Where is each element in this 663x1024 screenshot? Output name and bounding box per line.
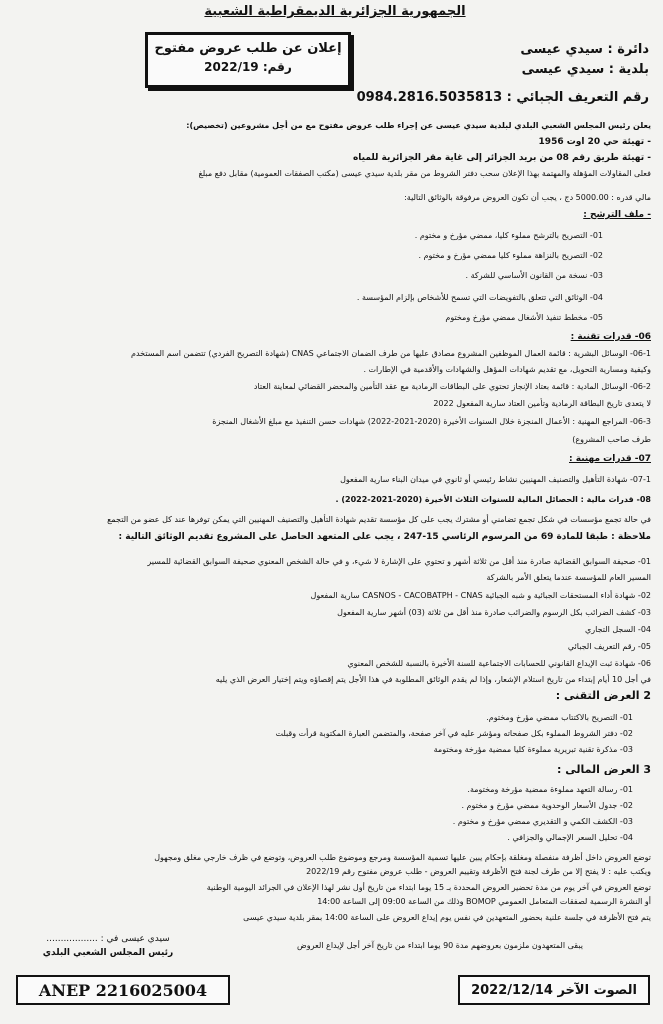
project-2: - تهيئة طريق رقم 08 من بريد الجزائر إلى غاية مقر الجزائرية للمياه [352,153,651,163]
professional-line: في حالة تجمع مؤسسات في شكل تجمع تضامني أو مشترك يجب على كل مؤسسة تقديم شهادة التأهيل والتصنيف المهنيين التي يمكن توفرها عند كل عضو من التجمع [107,515,651,524]
administration-block [399,40,649,80]
deposit-line: توضع العروض داخل أظرفة منفصلة ومغلقة بإحكام يبين عليها تسمية المؤسسة ومرجع وموضوع طلب العروض، وتوضع في ظرف خارجي مغلق ومجهول [154,853,651,862]
note-line: في أجل 10 أيام إبتداء من تاريخ استلام الإشعار، وإذا لم يقدم الوثائق المطلوبة في هذا الأجل يتم إقصاؤه ويتم إختيار العرض الذي يليه [215,675,651,684]
professional-line: 07-1- شهادة التأهيل والتصنيف المهنيين نشاط رئيسي أو ثانوي في ميدان البناء سارية المفعول [340,475,651,484]
note-line: 05- رقم التعريف الجبائي [567,642,651,651]
signature-role: رئيس المجلس الشعبي البلدي [42,948,174,958]
intro-line: مالي قدره : 5000.00 دج ، يجب أن تكون العروض مرفوقة بالوثائق التالية: [404,193,651,202]
deposit-line: توضع العروض في آخر يوم من مدة تحضير العروض المحددة بـ 15 يوما ابتداء من تاريخ أول نشر لهذا الإعلان في الجرائد اليومية الوطنية [206,883,651,892]
note-line: 01- صحيفة السوابق القضائية صادرة منذ أقل من ثلاثة أشهر و تحتوي على الإشارة لا شيء، و في حالة الشخص المعنوي صحيفة السوابق القضائية للمسير [147,557,651,566]
financial-offer-heading: 3 العرض المالي : [557,764,651,775]
notice-number: رقم: 2022/19 [204,60,292,74]
anep-reference: ANEP 2216025004 [16,975,230,1005]
signature-block [18,932,198,960]
candidature-item: 04- الوثائق التي تتعلق بالتفويضات التي تسمح للأشخاص بإلزام المؤسسة . [356,293,603,302]
capacities-line: 06-2- الوسائل المادية : قائمة بعتاد الإنجاز تحتوي على البطاقات الرمادية مع عقد التأمين والمحضر القضائي لمعاينة العتاد [253,382,651,391]
candidature-item: 02- التصريح بالنزاهة مملوء كليا ممضي مؤرخ و مختوم . [418,251,603,260]
candidature-heading: - ملف الترشح : [583,210,651,220]
note-line: 03- كشف الضرائب بكل الرسوم والضرائب صادرة منذ أقل من ثلاثة (03) أشهر سارية المفعول [337,608,651,617]
baladia-label: بلدية : سيدي عيسى [521,62,649,77]
financial-offer-item: 04- تحليل السعر الإجمالي والجزافي . [507,833,633,842]
note-line: 06- شهادة ثبت الإيداع القانوني للحسابات الاجتماعية للسنة الأخيرة بالنسبة للشخص المعنوي [347,659,651,668]
technical-offer-item: 01- التصريح بالاكتتاب ممضي مؤرخ ومختوم. [486,713,633,722]
technical-offer-item: 03- مذكرة تقنية تبريرية مملوءة كليا ممضية مؤرخة ومختومة [433,745,633,754]
deposit-line: يتم فتح الأظرفة في جلسة علنية بحضور المتعهدين في نفس يوم إيداع العروض على الساعة 14:00 بمقر بلدية سيدي عيسى [243,913,651,922]
note-line: المسير العام للمؤسسة عندما يتعلق الأمر بالشركة [486,573,651,582]
candidature-item: 03- نسخة من القانون الأساسي للشركة . [465,271,603,280]
candidature-item: 01- التصريح بالترشح مملوء كليا، ممضي مؤرخ و مختوم . [414,231,603,240]
technical-offer-heading: 2 العرض التقني : [555,690,651,701]
capacities-line: وكيفية ومسارية التحويل، مع تقديم شهادات المؤهل والشهادات والأقدمية في الإطارات . [363,365,651,374]
intro-line: يعلن رئيس المجلس الشعبي البلدي لبلدية سيدي عيسى عن إجراء طلب عروض مفتوح مع من أجل مشروعين (تخصيص): [186,121,651,130]
notice-title: إعلان عن طلب عروض مفتوح [154,41,342,56]
signature-place: سيدي عيسى في : .................. [46,934,170,944]
note-heading: ملاحظة : طبقا للمادة 69 من المرسوم الرئاسي 15-247 ، يجب على المتعهد الحاصل على المشروع تقديم الوثائق التالية : [118,532,651,542]
notice-title-box [145,32,351,88]
capacities-line: لا يتعدى تاريخ البطاقة الرمادية وتأمين العتاد سارية المفعول 2022 [433,399,651,408]
candidature-item: 05- مخطط تنفيذ الأشغال ممضي مؤرخ ومختوم [445,313,603,322]
financial-offer-item: 02- جدول الأسعار الوحدوية ممضي مؤرخ و مختوم . [461,801,633,810]
note-line: 02- شهادة أداء المستحقات الجبائية و شبه الجبائية CASNOS - CACOBATPH - CNAS سارية المفعول [310,591,651,600]
republic-header: الجمهورية الجزائرية الديمقراطية الشعبية [204,4,466,19]
capacities-heading: 06- قدرات تقنية : [570,332,651,342]
tax-id: رقم التعريف الجبائي : 0984.2816.5035813 [356,90,649,105]
daira-label: دائرة : سيدي عيسى [520,42,649,57]
technical-offer-item: 02- دفتر الشروط المملوء بكل صفحاته ومؤشر عليه في آخر صفحة، والمتضمن العبارة المكتوبة قرأت وقبلت [275,729,633,738]
capacities-line: 06-1- الوسائل البشرية : قائمة العمال الموظفين المشروع مصادق عليها من طرف الضمان الاجتماعي CNAS (شهادة التصريح الفردي) تتضمن اسم المستخدم [131,349,651,358]
publication-date: الصوت الآخر 2022/12/14 [458,975,650,1005]
financial-offer-item: 03- الكشف الكمي و التقديري ممضي مؤرخ و مختوم . [452,817,633,826]
financial-offer-item: 01- رسالة التعهد مملوءة ممضية مؤرخة ومختومة. [467,785,633,794]
professional-line: 08- قدرات مالية : الحصائل المالية للسنوات الثلاث الأخيرة (2020-2021-2022) . [335,495,651,504]
capacities-line: طرف صاحب المشروع) [572,435,651,444]
professional-heading: 07- قدرات مهنية : [569,454,651,464]
deposit-line: ويكتب عليه : لا يفتح إلا من طرف لجنة فتح الأظرفة وتقييم العروض - طلب عروض مفتوح رقم 2022/19 [306,867,651,876]
note-line: 04- السجل التجاري [585,625,651,634]
deposit-line: أو النشرة الرسمية لصفقات المتعامل العمومي BOMOP وذلك من الساعة 09:00 إلى الساعة 14:00 [317,897,651,906]
capacities-line: 06-3- المراجع المهنية : الأعمال المنجزة خلال السنوات الأخيرة (2020-2021-2022) شهادات حسن التنفيذ مع مبلغ الأشغال المنجزة [212,417,651,426]
intro-line: فعلى المقاولات المؤهلة والمهتمة بهذا الإعلان سحب دفتر الشروط من مقر بلدية سيدي عيسى (مكتب الصفقات العمومية) مقابل دفع مبلغ [198,169,651,178]
deposit-line: يبقى المتعهدون ملزمون بعروضهم مدة 90 يوما ابتداء من تاريخ آخر أجل لإيداع العروض [297,941,583,950]
project-1: - تهيئة حي 20 أوت 1956 [538,137,651,147]
